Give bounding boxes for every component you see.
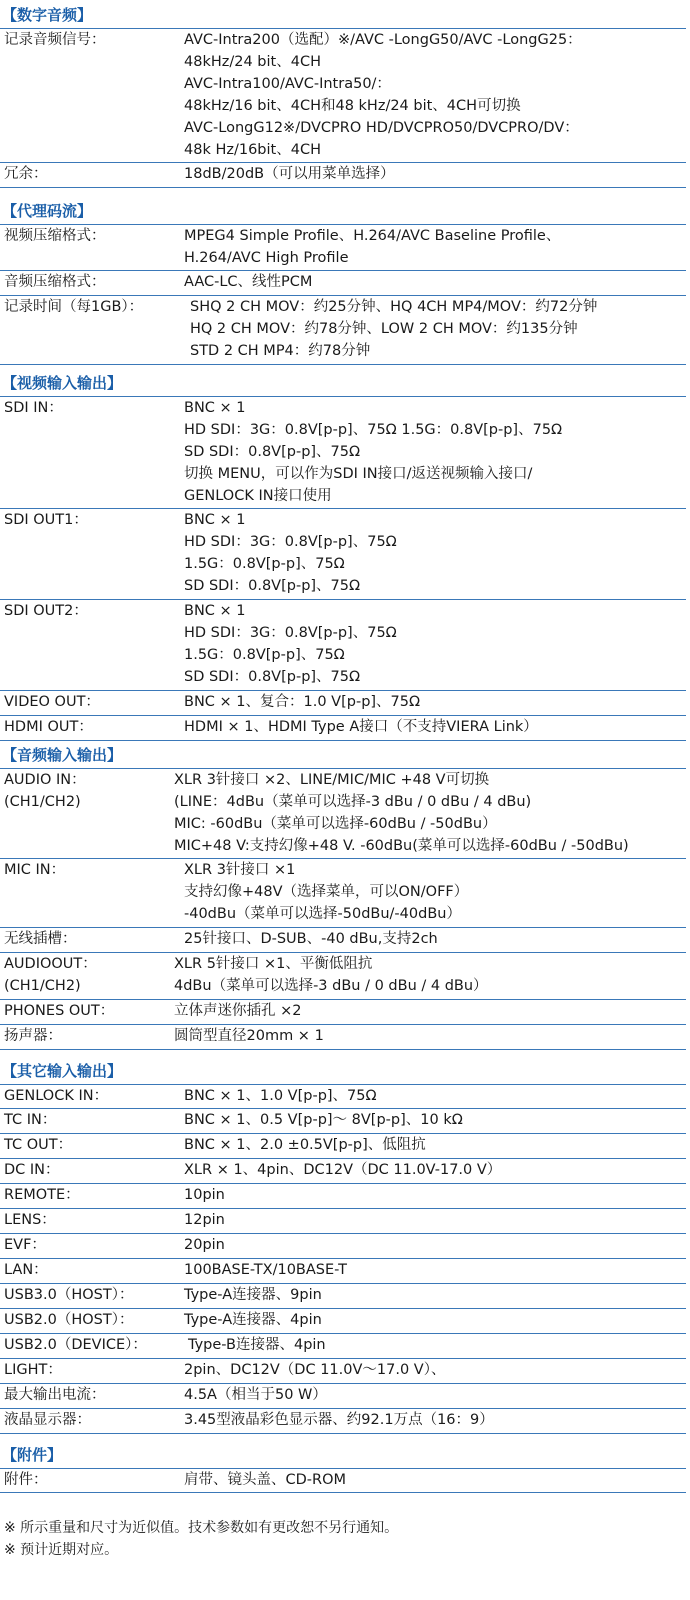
spec-value: [190, 296, 686, 362]
spec-value: [184, 1309, 686, 1331]
spec-value: [184, 1159, 686, 1181]
spec-value-line: STD 2 CH MP4：约78分钟: [190, 343, 371, 359]
spec-label: AUDIOOUT：: [4, 956, 97, 972]
spec-value-line: HD SDI：3G：0.8V[p-p]、75Ω: [184, 625, 397, 641]
spec-value-line: HD SDI：3G：0.8V[p-p]、75Ω 1.5G：0.8V[p-p]、75Ω: [184, 422, 563, 438]
spec-value: [184, 1284, 686, 1306]
spec-value: [184, 691, 686, 713]
spec-value-line: 1.5G：0.8V[p-p]、75Ω: [184, 647, 345, 663]
spec-value: [184, 1469, 686, 1491]
spec-label: SDI OUT1：: [4, 512, 88, 528]
spec-value-line: BNC × 1、1.0 V[p-p]、75Ω: [184, 1088, 377, 1104]
spec-value-line: 4.5A（相当于50 W）: [184, 1387, 327, 1403]
spec-row: [0, 716, 686, 741]
spec-row: [0, 1134, 686, 1159]
spec-value: [188, 1334, 686, 1356]
spec-row: [0, 396, 686, 509]
spec-value-line: BNC × 1: [184, 512, 246, 528]
spec-row: [0, 600, 686, 691]
spec-value-line: SD SDI：0.8V[p-p]、75Ω: [184, 444, 361, 460]
spec-value-line: 切换 MENU，可以作为SDI IN接口/返送视频输入接口/: [184, 466, 533, 482]
spec-row: [0, 1084, 686, 1109]
spec-value-line: 25针接口、D-SUB、-40 dBu,支持2ch: [184, 931, 438, 947]
spec-label: USB2.0（HOST）：: [4, 1312, 134, 1328]
section-title: 【视频输入输出】: [2, 374, 123, 392]
spec-value-line: 100BASE-TX/10BASE-T: [184, 1262, 347, 1278]
spec-value-line: 1.5G：0.8V[p-p]、75Ω: [184, 556, 345, 572]
spec-value-line: BNC × 1: [184, 603, 246, 619]
spec-value-line: (LINE：4dBu（菜单可以选择-3 dBu / 0 dBu / 4 dBu): [174, 794, 532, 810]
spec-row: [0, 953, 686, 1000]
spec-value-line: XLR 3针接口 ×2、LINE/MIC/MIC +48 V可切换: [174, 772, 490, 788]
spec-value-line: AVC-Intra100/AVC-Intra50/：: [184, 76, 391, 92]
spec-value-line: AVC-LongG12※/DVCPRO HD/DVCPRO50/DVCPRO/DV：: [184, 120, 579, 136]
spec-row: [0, 28, 686, 163]
spec-value-line: MPEG4 Simple Profile、H.264/AVC Baseline Profile、: [184, 228, 561, 244]
spec-value-line: 3.45型液晶彩色显示器、约92.1万点（16：9）: [184, 1412, 494, 1428]
spec-value-line: SHQ 2 CH MOV：约25分钟、HQ 4CH MP4/MOV：约72分钟: [190, 299, 598, 315]
spec-label: SDI OUT2：: [4, 603, 88, 619]
spec-row: [0, 1234, 686, 1259]
spec-value: [184, 1109, 686, 1131]
footnote: ※ 所示重量和尺寸为近似值。技术参数如有更改恕不另行通知。: [4, 1520, 399, 1536]
spec-row: [0, 928, 686, 953]
spec-row: [0, 296, 686, 365]
spec-label: 视频压缩格式：: [4, 228, 106, 244]
spec-label: GENLOCK IN：: [4, 1088, 109, 1104]
spec-value-line: 48kHz/24 bit、4CH: [184, 54, 321, 70]
spec-value-line: Type-B连接器、4pin: [188, 1337, 326, 1353]
spec-value: [184, 1209, 686, 1231]
spec-value: [184, 271, 686, 293]
spec-label: 冗余：: [4, 166, 48, 182]
spec-value: [184, 29, 686, 161]
spec-value: [184, 1184, 686, 1206]
spec-label: 扬声器：: [4, 1028, 62, 1044]
spec-row: [0, 1284, 686, 1309]
spec-label: USB3.0（HOST）：: [4, 1287, 134, 1303]
spec-value-line: XLR × 1、4pin、DC12V（DC 11.0V-17.0 V）: [184, 1162, 502, 1178]
spec-value: [174, 1000, 686, 1022]
spec-value: [184, 600, 686, 688]
spec-row: [0, 163, 686, 188]
spec-label: 附件：: [4, 1472, 48, 1488]
section-title: 【代理码流】: [2, 202, 93, 220]
spec-label: 无线插槽：: [4, 931, 77, 947]
spec-row: [0, 1109, 686, 1134]
spec-value-line: BNC × 1、2.0 ±0.5V[p-p]、低阻抗: [184, 1137, 426, 1153]
spec-value: [184, 225, 686, 269]
spec-value-line: HDMI × 1、HDMI Type A接口（不支持VIERA Link）: [184, 719, 538, 735]
spec-value-line: 48k Hz/16bit、4CH: [184, 142, 321, 158]
spec-value-line: MIC+48 V:支持幻像+48 V. -60dBu(菜单可以选择-60dBu / -50dBu): [174, 838, 629, 854]
spec-label-sub: (CH1/CH2): [4, 978, 81, 994]
spec-label: USB2.0（DEVICE）：: [4, 1337, 147, 1353]
spec-label: VIDEO OUT：: [4, 694, 100, 710]
spec-value: [184, 1259, 686, 1281]
spec-row: [0, 1259, 686, 1284]
spec-label: 记录音频信号：: [4, 32, 106, 48]
spec-label: 最大输出电流：: [4, 1387, 106, 1403]
spec-label: LENS：: [4, 1212, 56, 1228]
spec-value-line: AAC-LC、线性PCM: [184, 274, 313, 290]
spec-value-line: 支持幻像+48V（选择菜单，可以ON/OFF）: [184, 884, 469, 900]
spec-label: MIC IN：: [4, 862, 66, 878]
spec-row: [0, 1468, 686, 1493]
spec-row: [0, 1025, 686, 1050]
spec-value-line: 20pin: [184, 1237, 225, 1253]
spec-row: [0, 271, 686, 296]
spec-value-line: H.264/AVC High Profile: [184, 250, 349, 266]
spec-row: [0, 1384, 686, 1409]
spec-row: [0, 1000, 686, 1025]
spec-value-line: HQ 2 CH MOV：约78分钟、LOW 2 CH MOV：约135分钟: [190, 321, 578, 337]
spec-value: [184, 397, 686, 507]
spec-label-sub: (CH1/CH2): [4, 794, 81, 810]
spec-label: HDMI OUT：: [4, 719, 93, 735]
spec-value: [174, 1025, 686, 1047]
spec-value: [184, 1234, 686, 1256]
spec-label: REMOTE：: [4, 1187, 80, 1203]
spec-value-line: XLR 3针接口 ×1: [184, 862, 296, 878]
spec-value-line: 48kHz/16 bit、4CH和48 kHz/24 bit、4CH可切换: [184, 98, 521, 114]
spec-value-line: AVC-Intra200（选配）※/AVC -LongG50/AVC -LongG25：: [184, 32, 582, 48]
spec-value-line: 立体声迷你插孔 ×2: [174, 1003, 302, 1019]
spec-value: [184, 163, 686, 185]
spec-value: [184, 1359, 686, 1381]
spec-value-line: 4dBu（菜单可以选择-3 dBu / 0 dBu / 4 dBu）: [174, 978, 488, 994]
spec-value-line: BNC × 1、0.5 V[p-p]～ 8V[p-p]、10 kΩ: [184, 1112, 463, 1128]
spec-label: SDI IN：: [4, 400, 63, 416]
spec-row: [0, 1159, 686, 1184]
spec-value: [184, 1384, 686, 1406]
spec-value: [184, 716, 686, 738]
spec-value: [184, 509, 686, 597]
spec-row: [0, 1184, 686, 1209]
footnote: ※ 预计近期对应。: [4, 1542, 119, 1558]
spec-row: [0, 859, 686, 928]
spec-value-line: Type-A连接器、9pin: [184, 1287, 322, 1303]
spec-label: 液晶显示器：: [4, 1412, 91, 1428]
spec-value-line: HD SDI：3G：0.8V[p-p]、75Ω: [184, 534, 397, 550]
spec-value-line: -40dBu（菜单可以选择-50dBu/-40dBu）: [184, 906, 461, 922]
section-title: 【音频输入输出】: [2, 746, 123, 764]
spec-label: LIGHT：: [4, 1362, 62, 1378]
spec-value: [174, 953, 686, 997]
spec-value: [184, 928, 686, 950]
section-title: 【其它输入输出】: [2, 1062, 123, 1080]
spec-label: EVF：: [4, 1237, 46, 1253]
spec-value-line: XLR 5针接口 ×1、平衡低阻抗: [174, 956, 373, 972]
spec-row: [0, 1359, 686, 1384]
spec-value-line: SD SDI：0.8V[p-p]、75Ω: [184, 578, 361, 594]
spec-label: TC IN：: [4, 1112, 57, 1128]
spec-value-line: Type-A连接器、4pin: [184, 1312, 322, 1328]
spec-row: [0, 1409, 686, 1434]
spec-value: [184, 1409, 686, 1431]
spec-label: 记录时间（每1GB）：: [4, 299, 144, 315]
spec-value-line: SD SDI：0.8V[p-p]、75Ω: [184, 669, 361, 685]
spec-value-line: 2pin、DC12V（DC 11.0V～17.0 V）、: [184, 1362, 446, 1378]
spec-row: [0, 691, 686, 716]
section-title: 【附件】: [2, 1446, 63, 1464]
spec-label: DC IN：: [4, 1162, 60, 1178]
spec-value-line: 肩带、镜头盖、CD-ROM: [184, 1472, 347, 1488]
spec-value-line: BNC × 1: [184, 400, 246, 416]
spec-label: PHONES OUT：: [4, 1003, 115, 1019]
spec-label: AUDIO IN：: [4, 772, 86, 788]
spec-row: [0, 1334, 686, 1359]
spec-label: LAN：: [4, 1262, 48, 1278]
spec-row: [0, 768, 686, 859]
spec-row: [0, 509, 686, 600]
spec-value-line: 12pin: [184, 1212, 225, 1228]
spec-value-line: 18dB/20dB（可以用菜单选择）: [184, 166, 395, 182]
spec-row: [0, 224, 686, 271]
spec-value: [184, 1134, 686, 1156]
spec-row: [0, 1309, 686, 1334]
spec-row: [0, 1209, 686, 1234]
spec-label: 音频压缩格式：: [4, 274, 106, 290]
spec-value-line: GENLOCK IN接口使用: [184, 488, 332, 504]
spec-value-line: 圆筒型直径20mm × 1: [174, 1028, 324, 1044]
spec-value: [174, 769, 686, 857]
spec-value-line: BNC × 1、复合：1.0 V[p-p]、75Ω: [184, 694, 421, 710]
spec-value: [184, 1085, 686, 1107]
spec-value-line: 10pin: [184, 1187, 225, 1203]
spec-value-line: MIC: -60dBu（菜单可以选择-60dBu / -50dBu）: [174, 816, 497, 832]
spec-label: TC OUT：: [4, 1137, 73, 1153]
spec-value: [184, 859, 686, 925]
section-title: 【数字音频】: [2, 6, 93, 24]
